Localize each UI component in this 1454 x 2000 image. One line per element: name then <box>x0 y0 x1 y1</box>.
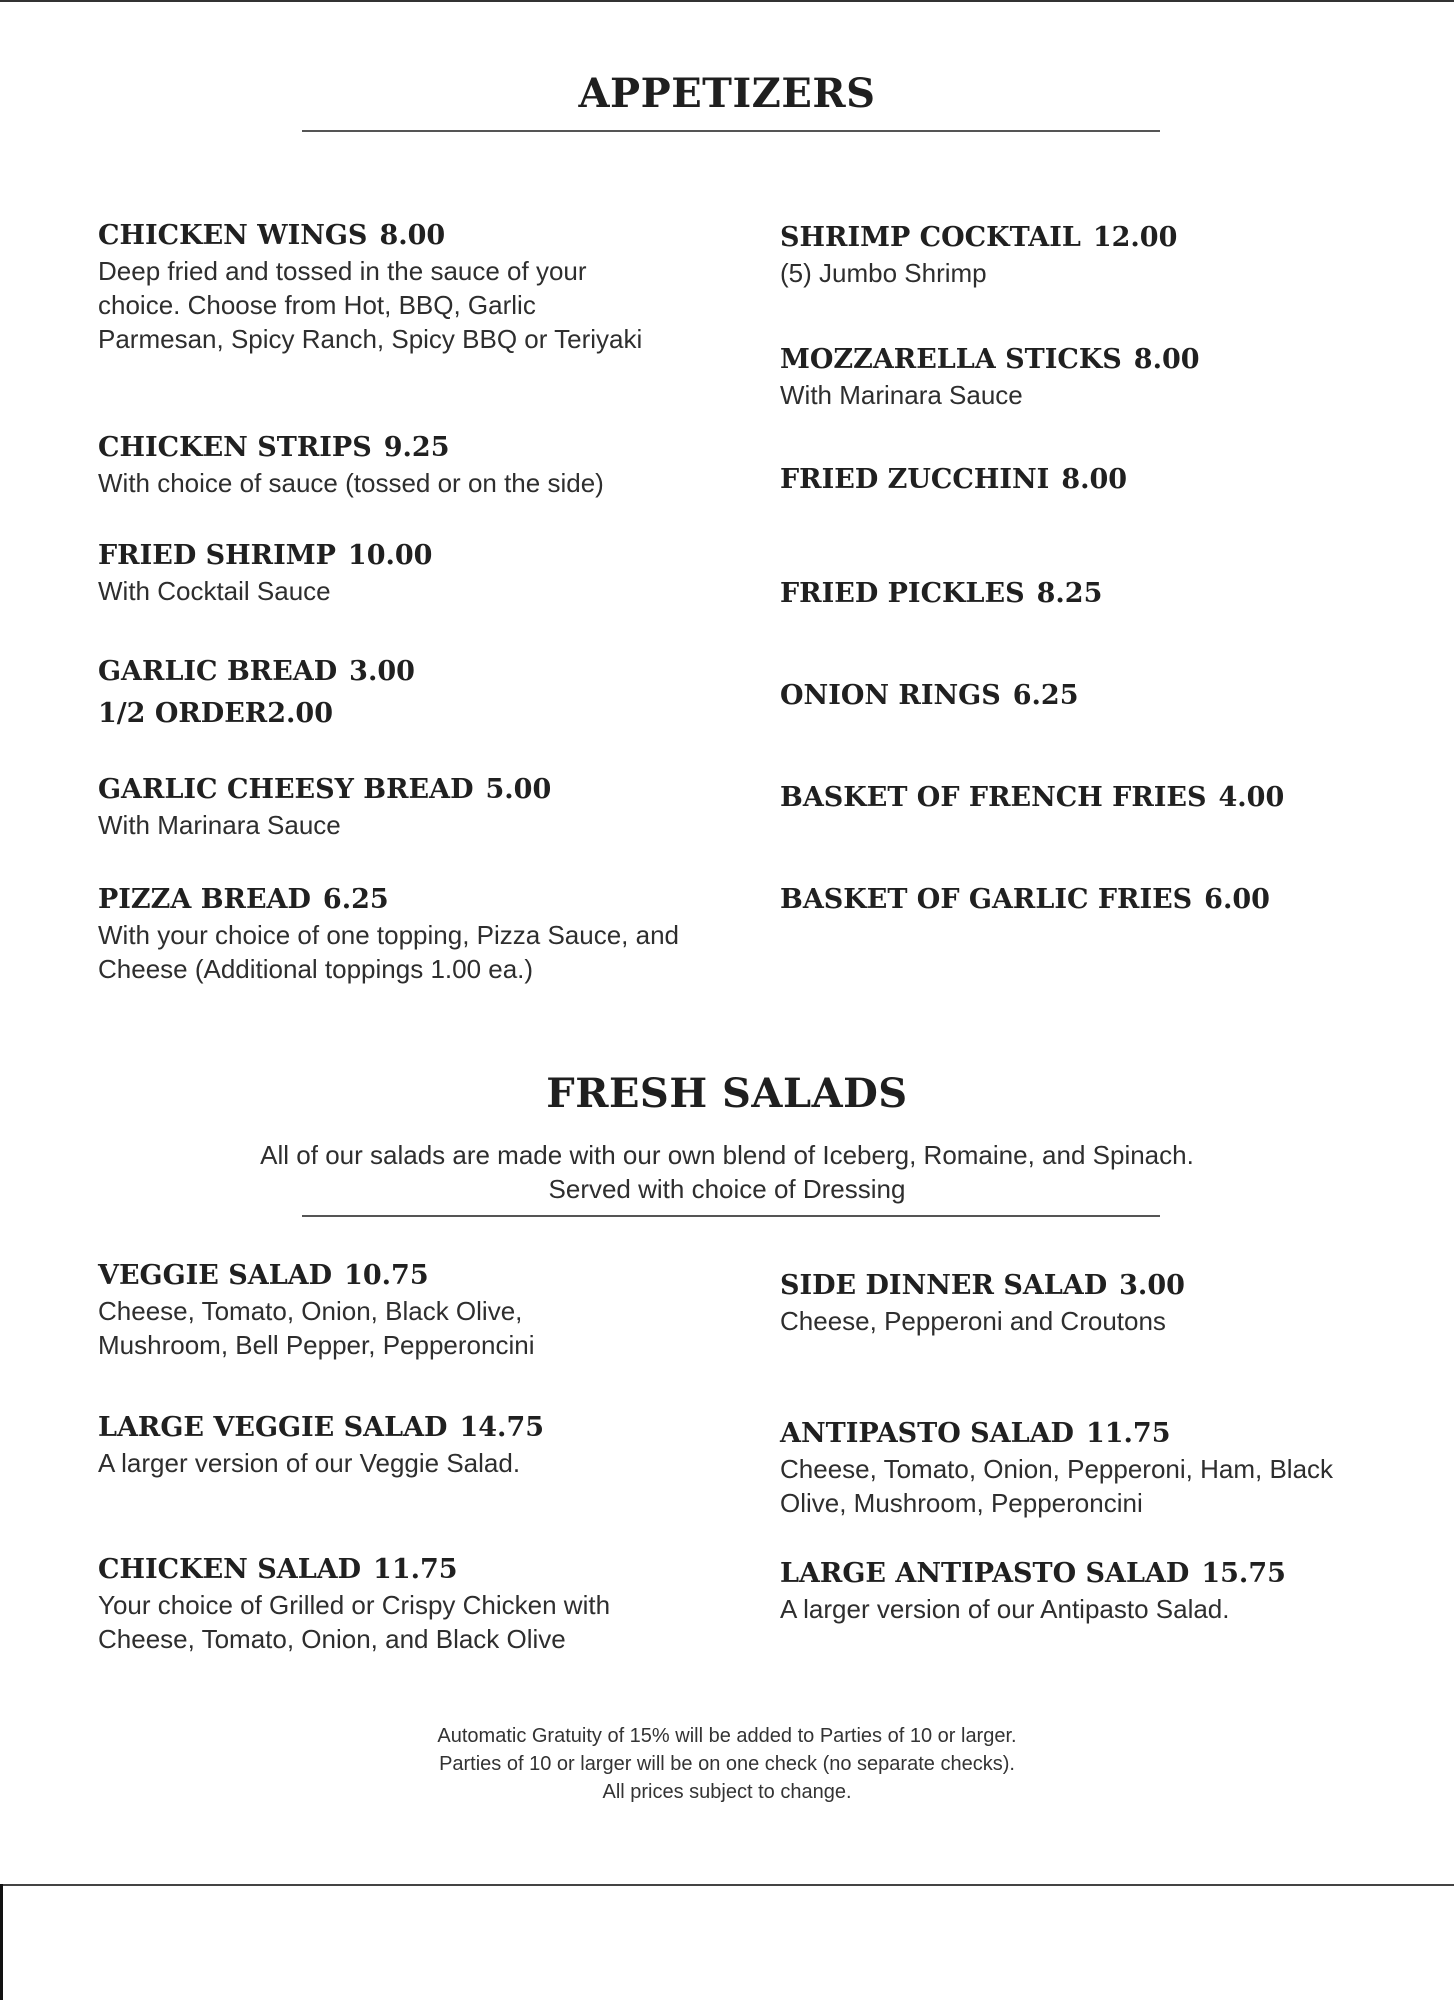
item-price: 11.75 <box>1085 1418 1171 1449</box>
item-description: (5) Jumbo Shrimp <box>780 258 987 288</box>
menu-item-shrimp-cocktail <box>780 220 1400 290</box>
item-description: With Marinara Sauce <box>98 810 341 840</box>
item-description: A larger version of our Veggie Salad. <box>98 1448 521 1478</box>
item-price: 11.75 <box>373 1554 458 1585</box>
menu-item-antipasto-salad <box>780 1416 1400 1520</box>
item-name: BASKET OF GARLIC FRIES <box>780 884 1193 915</box>
item-price: 15.75 <box>1201 1558 1286 1589</box>
salads-heading: FRESH SALADS <box>546 1070 908 1117</box>
item-name: VEGGIE SALAD <box>98 1260 333 1291</box>
item-description: With your choice of one topping, Pizza Sauce, and Cheese (Additional toppings 1.00 ea.) <box>98 920 680 984</box>
menu-item-onion-rings <box>780 678 1400 714</box>
item-name: LARGE ANTIPASTO SALAD <box>780 1558 1190 1589</box>
item-name: GARLIC CHEESY BREAD <box>98 774 474 805</box>
item-description: Deep fried and tossed in the sauce of your choice. Choose from Hot, BBQ, Garlic Parmesan, Spicy Ranch, Spicy BBQ or Teriyaki <box>98 256 643 354</box>
item-name: SHRIMP COCKTAIL <box>780 222 1081 253</box>
menu-item-veggie-salad <box>98 1258 698 1362</box>
item-price: 8.25 <box>1036 578 1103 609</box>
menu-item-mozzarella-sticks <box>780 342 1400 412</box>
appetizers-heading: APPETIZERS <box>578 70 876 117</box>
salads-intro-line2: Served with choice of Dressing <box>548 1174 906 1204</box>
item-name: SIDE DINNER SALAD <box>780 1270 1108 1301</box>
scan-edge <box>0 1884 3 2000</box>
item-price: 5.00 <box>485 774 552 805</box>
item-price: 3.00 <box>349 656 415 687</box>
item-description: Cheese, Tomato, Onion, Black Olive, Mushroom, Bell Pepper, Pepperoncini <box>98 1296 535 1360</box>
item-description: Cheese, Tomato, Onion, Pepperoni, Ham, Black Olive, Mushroom, Pepperoncini <box>780 1454 1334 1518</box>
item-name: CHICKEN STRIPS <box>98 432 372 463</box>
item-name: ANTIPASTO SALAD <box>780 1418 1074 1449</box>
item-price-half: 2.00 <box>267 698 333 729</box>
item-price: 10.75 <box>344 1260 429 1291</box>
item-name: LARGE VEGGIE SALAD <box>98 1412 448 1443</box>
salads-intro-line1: All of our salads are made with our own blend of Iceberg, Romaine, and Spinach. <box>260 1140 1194 1170</box>
menu-item-chicken-wings <box>98 218 698 356</box>
item-price: 8.00 <box>1061 464 1128 495</box>
appetizers-divider <box>302 130 1160 132</box>
item-name: GARLIC BREAD <box>98 656 338 687</box>
item-price: 6.25 <box>1012 680 1079 711</box>
menu-item-fried-shrimp <box>98 538 698 608</box>
menu-item-fried-pickles <box>780 576 1400 612</box>
item-price: 8.00 <box>1133 344 1200 375</box>
footer-line2: Parties of 10 or larger will be on one check (no separate checks). <box>439 1753 1015 1775</box>
item-name: MOZZARELLA STICKS <box>780 344 1122 375</box>
item-price: 9.25 <box>383 432 450 463</box>
item-name: PIZZA BREAD <box>98 884 311 915</box>
item-description: With Cocktail Sauce <box>98 576 331 606</box>
menu-item-chicken-salad <box>98 1552 698 1656</box>
item-description: Your choice of Grilled or Crispy Chicken with Cheese, Tomato, Onion, and Black Olive <box>98 1590 611 1654</box>
menu-item-basket-french-fries <box>780 780 1400 816</box>
menu-item-large-veggie-salad <box>98 1410 698 1480</box>
menu-item-large-antipasto-salad <box>780 1556 1400 1626</box>
footer-line3: All prices subject to change. <box>602 1781 852 1803</box>
item-name: FRIED SHRIMP <box>98 540 336 571</box>
menu-item-chicken-strips <box>98 430 698 500</box>
item-name: FRIED PICKLES <box>780 578 1025 609</box>
item-price: 3.00 <box>1119 1270 1185 1301</box>
item-name: FRIED ZUCCHINI <box>780 464 1050 495</box>
bottom-border <box>0 1884 1454 1886</box>
salads-divider <box>302 1215 1160 1217</box>
footer-line1: Automatic Gratuity of 15% will be added to Parties of 10 or larger. <box>437 1725 1017 1747</box>
item-price: 8.00 <box>379 220 446 251</box>
item-name: BASKET OF FRENCH FRIES <box>780 782 1207 813</box>
footer-notes <box>0 1722 1454 1806</box>
item-price: 4.00 <box>1218 782 1285 813</box>
item-price: 12.00 <box>1092 222 1178 253</box>
item-price: 6.00 <box>1204 884 1270 915</box>
item-price: 6.25 <box>322 884 389 915</box>
item-description: Cheese, Pepperoni and Croutons <box>780 1306 1166 1336</box>
top-border <box>0 0 1454 2</box>
item-name: CHICKEN WINGS <box>98 220 368 251</box>
menu-item-garlic-cheesy-bread <box>98 772 698 842</box>
menu-item-basket-garlic-fries <box>780 882 1400 918</box>
item-name-half: 1/2 ORDER <box>98 698 268 729</box>
item-description: With choice of sauce (tossed or on the side) <box>98 468 604 498</box>
item-price: 14.75 <box>459 1412 545 1443</box>
salads-intro <box>0 1138 1454 1206</box>
menu-item-garlic-bread <box>98 654 698 732</box>
item-price: 10.00 <box>347 540 433 571</box>
item-description: With Marinara Sauce <box>780 380 1023 410</box>
menu-item-pizza-bread <box>98 882 698 986</box>
item-name: CHICKEN SALAD <box>98 1554 362 1585</box>
menu-item-fried-zucchini <box>780 462 1400 498</box>
item-description: A larger version of our Antipasto Salad. <box>780 1594 1230 1624</box>
item-name: ONION RINGS <box>780 680 1001 711</box>
menu-item-side-dinner-salad <box>780 1268 1400 1338</box>
